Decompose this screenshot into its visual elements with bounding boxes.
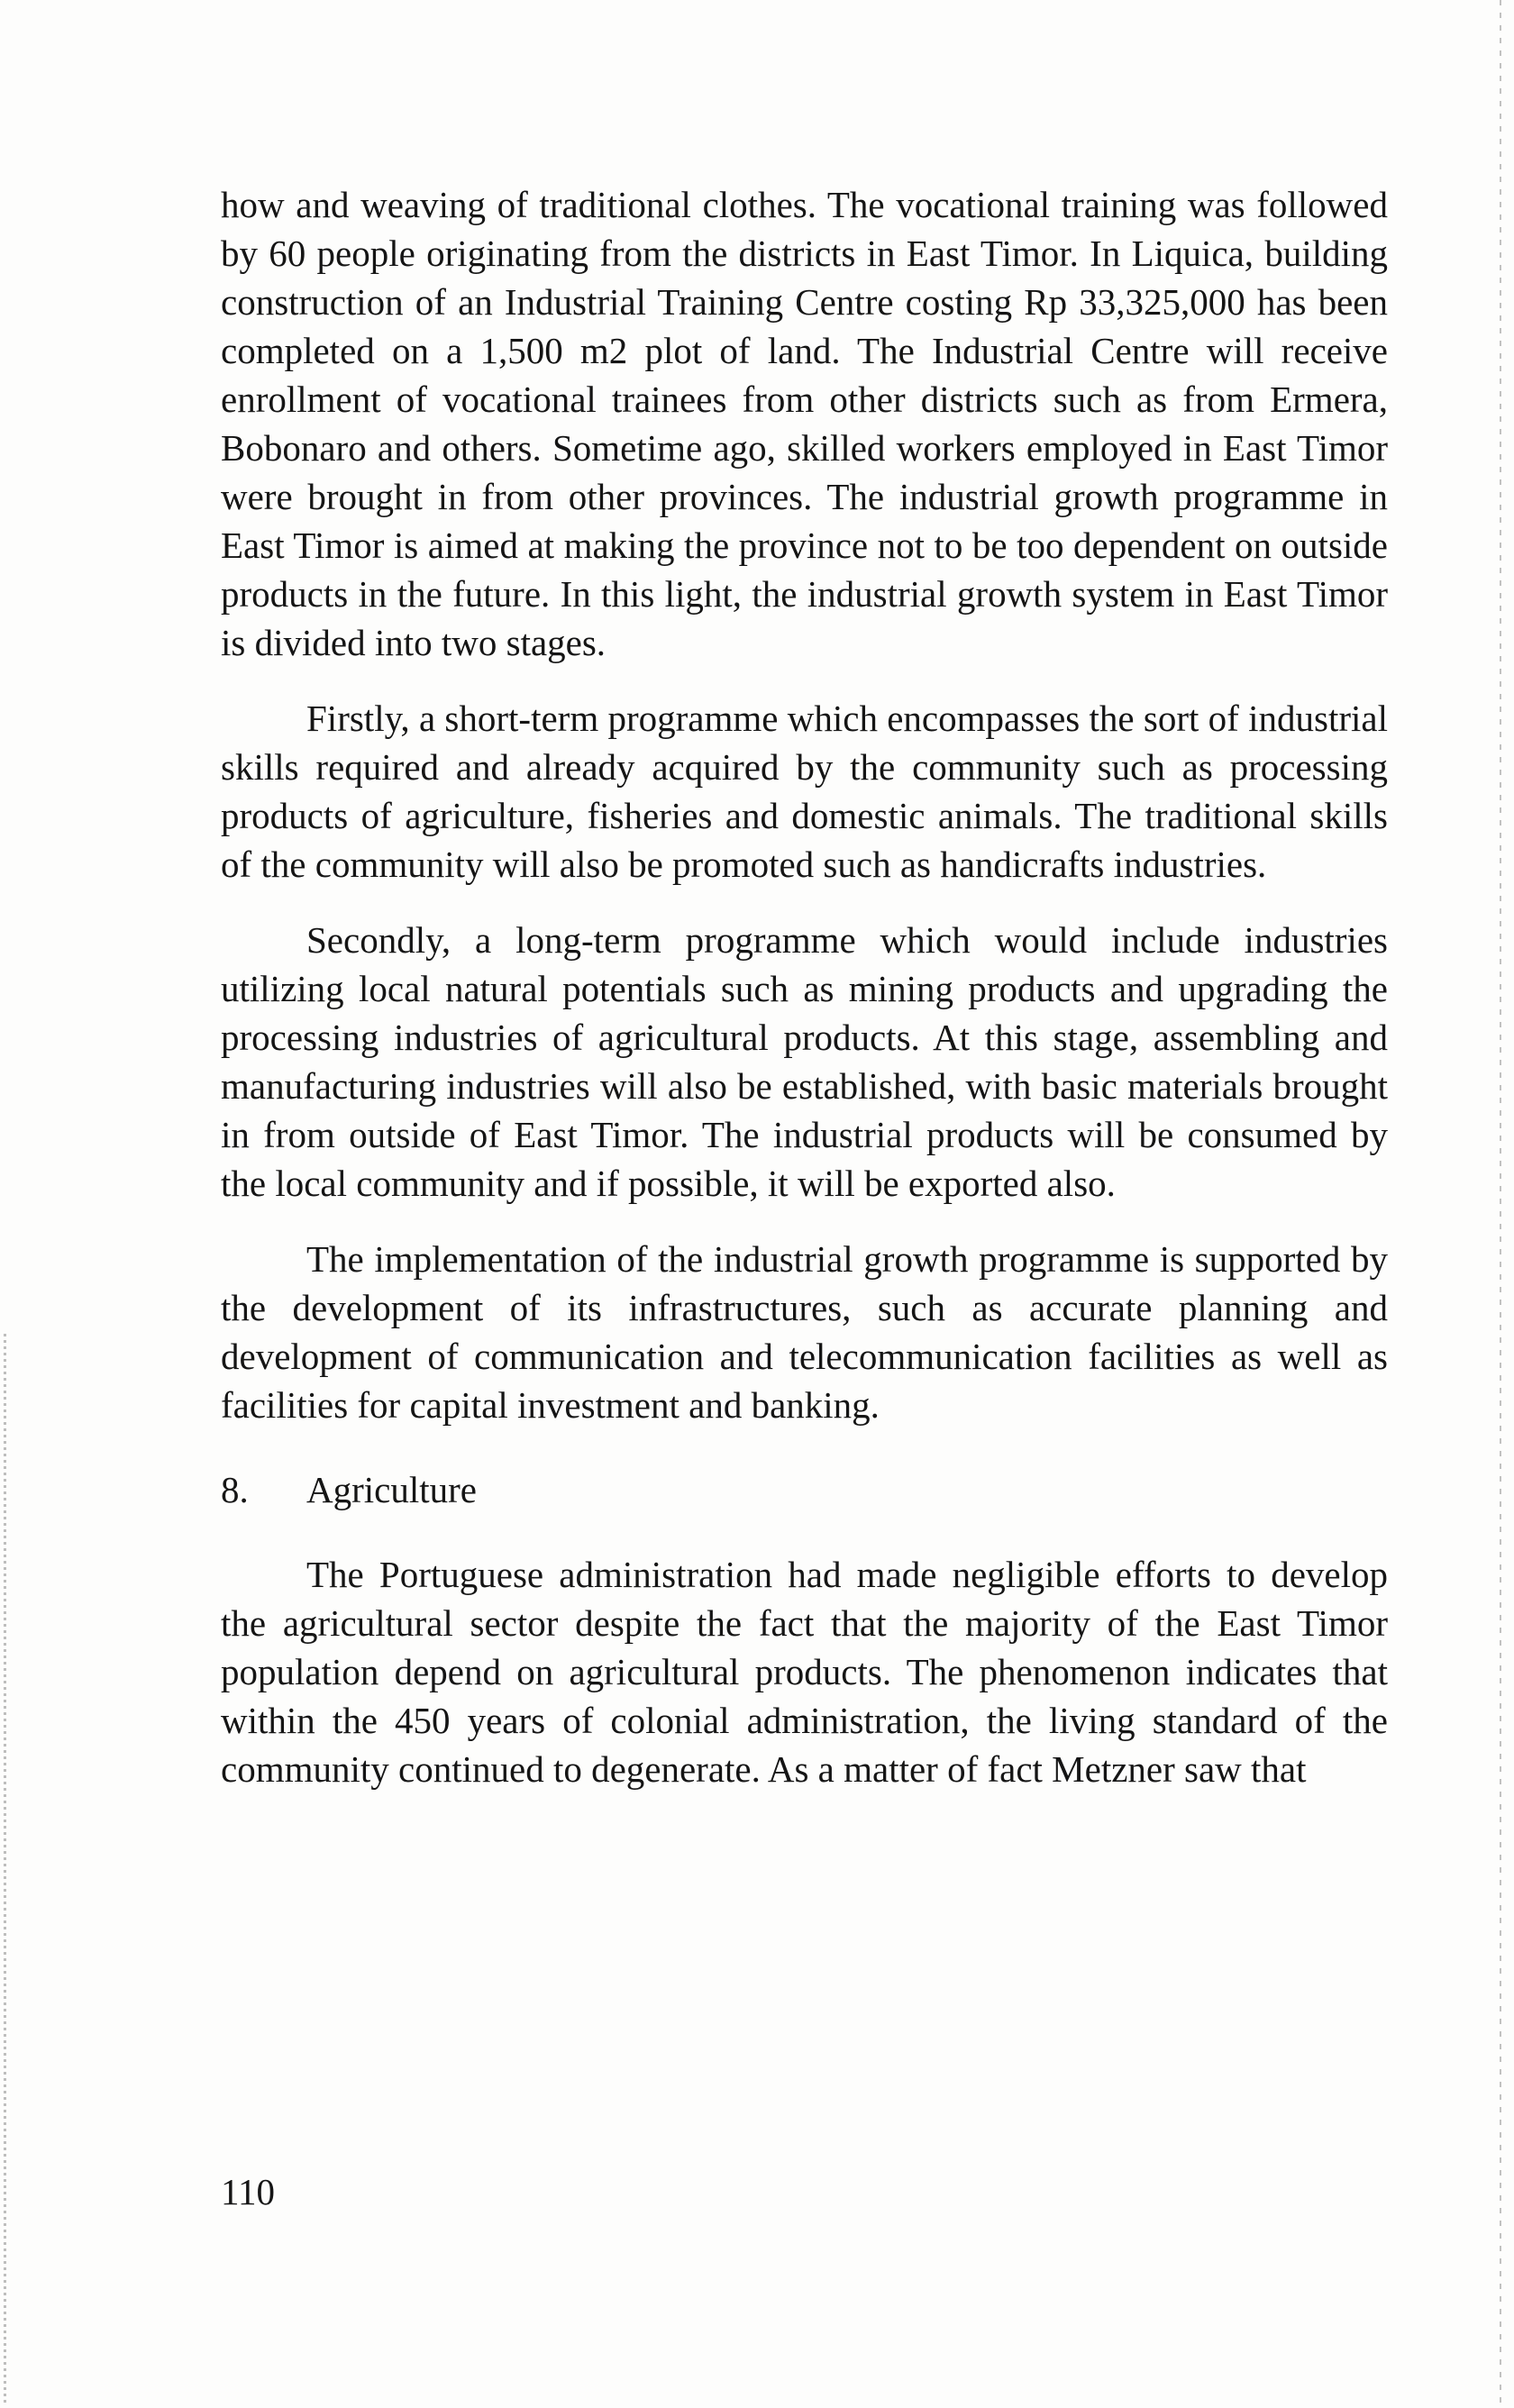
paragraph-agriculture: The Portuguese administration had made negligible efforts to develop the agricultural sector despite the fact that the majority of the East Timor population depend on agricultural products. The phenomenon indicates that within the 450 years of colonial administration, the living standard of the community continued to degenerate. As a matter of fact Metzner saw that: [221, 1554, 1388, 1790]
paragraph-continued: how and weaving of traditional clothes. The vocational training was followed by 60 people originating from the districts in East Timor. In Liquica, building construction of an Industrial Training Centre costing Rp 33,325,000 has been completed on a 1,500 m2 plot of land. The Industrial Centre will receive enrollment of vocational trainees from other districts such as from Ermera, Bobonaro and others. Sometime ago, skilled workers employed in East Timor were brought in from other provinces. The industrial growth programme in East Timor is aimed at making the province not to be too dependent on outside products in the future. In this light, the industrial growth system in East Timor is divided into two stages.: [221, 184, 1388, 663]
section-heading: [221, 1465, 1388, 1514]
page-number: 110: [221, 2171, 275, 2212]
section-number: 8.: [221, 1469, 249, 1510]
section-title: Agriculture: [306, 1469, 477, 1510]
paragraph-implementation: The implementation of the industrial growth programme is supported by the development of its infrastructures, such as accurate planning and development of communication and telecommunication facilities as well as facilities for capital investment and banking.: [221, 1238, 1388, 1426]
paragraph-short-term: Firstly, a short-term programme which encompasses the sort of industrial skills required and already acquired by the community such as processing products of agriculture, fisheries and domestic animals. The traditional skills of the community will also be promoted such as handicrafts industries.: [221, 698, 1388, 885]
body-text: [221, 180, 1388, 1820]
scan-edge-left: [4, 1334, 6, 2406]
paragraph-long-term: Secondly, a long-term programme which would include industries utilizing local natural potentials such as mining products and upgrading the processing industries of agricultural products. At this stage, assembling and manufacturing industries will also be established, with basic materials brought in from outside of East Timor. The industrial products will be consumed by the local community and if possible, it will be exported also.: [221, 919, 1388, 1204]
scan-edge-right: [1500, 0, 1501, 2408]
